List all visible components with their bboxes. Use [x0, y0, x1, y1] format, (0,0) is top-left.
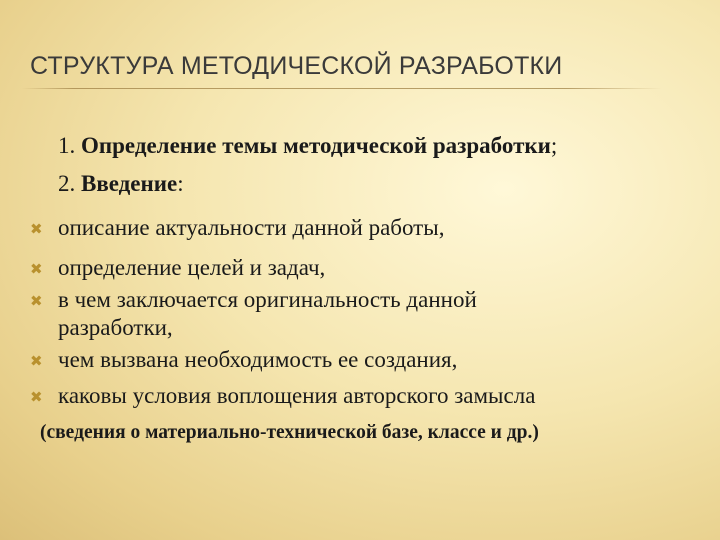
item-text: Определение темы методической разработки	[81, 133, 551, 158]
item-suffix: :	[177, 171, 184, 196]
bullet-item-1: описание актуальности данной работы,	[58, 215, 445, 240]
x-bullet-icon: ✖	[30, 352, 43, 370]
item-number: 2.	[58, 171, 81, 196]
x-bullet-icon: ✖	[30, 292, 43, 310]
numbered-item-1	[58, 132, 557, 160]
item-suffix: ;	[550, 133, 558, 158]
note-text: (сведения о материально-технической базе, классе и др.)	[40, 422, 539, 443]
item-number: 1.	[58, 133, 81, 158]
bullet-item-3-continuation: разработки,	[58, 315, 173, 340]
bullet-item-4: чем вызвана необходимость ее создания,	[58, 347, 458, 372]
bullet-item-2: определение целей и задач,	[58, 255, 326, 280]
x-bullet-icon: ✖	[30, 260, 43, 278]
bullet-item-5: каковы условия воплощения авторского замысла	[58, 383, 536, 408]
x-bullet-icon: ✖	[30, 388, 43, 406]
numbered-item-2	[58, 170, 184, 198]
title-divider	[22, 88, 662, 89]
slide-title: СТРУКТУРА МЕТОДИЧЕСКОЙ РАЗРАБОТКИ	[30, 52, 563, 80]
item-text: Введение	[81, 171, 178, 196]
bullet-item-3: в чем заключается оригинальность данной	[58, 287, 477, 312]
x-bullet-icon: ✖	[30, 220, 43, 238]
